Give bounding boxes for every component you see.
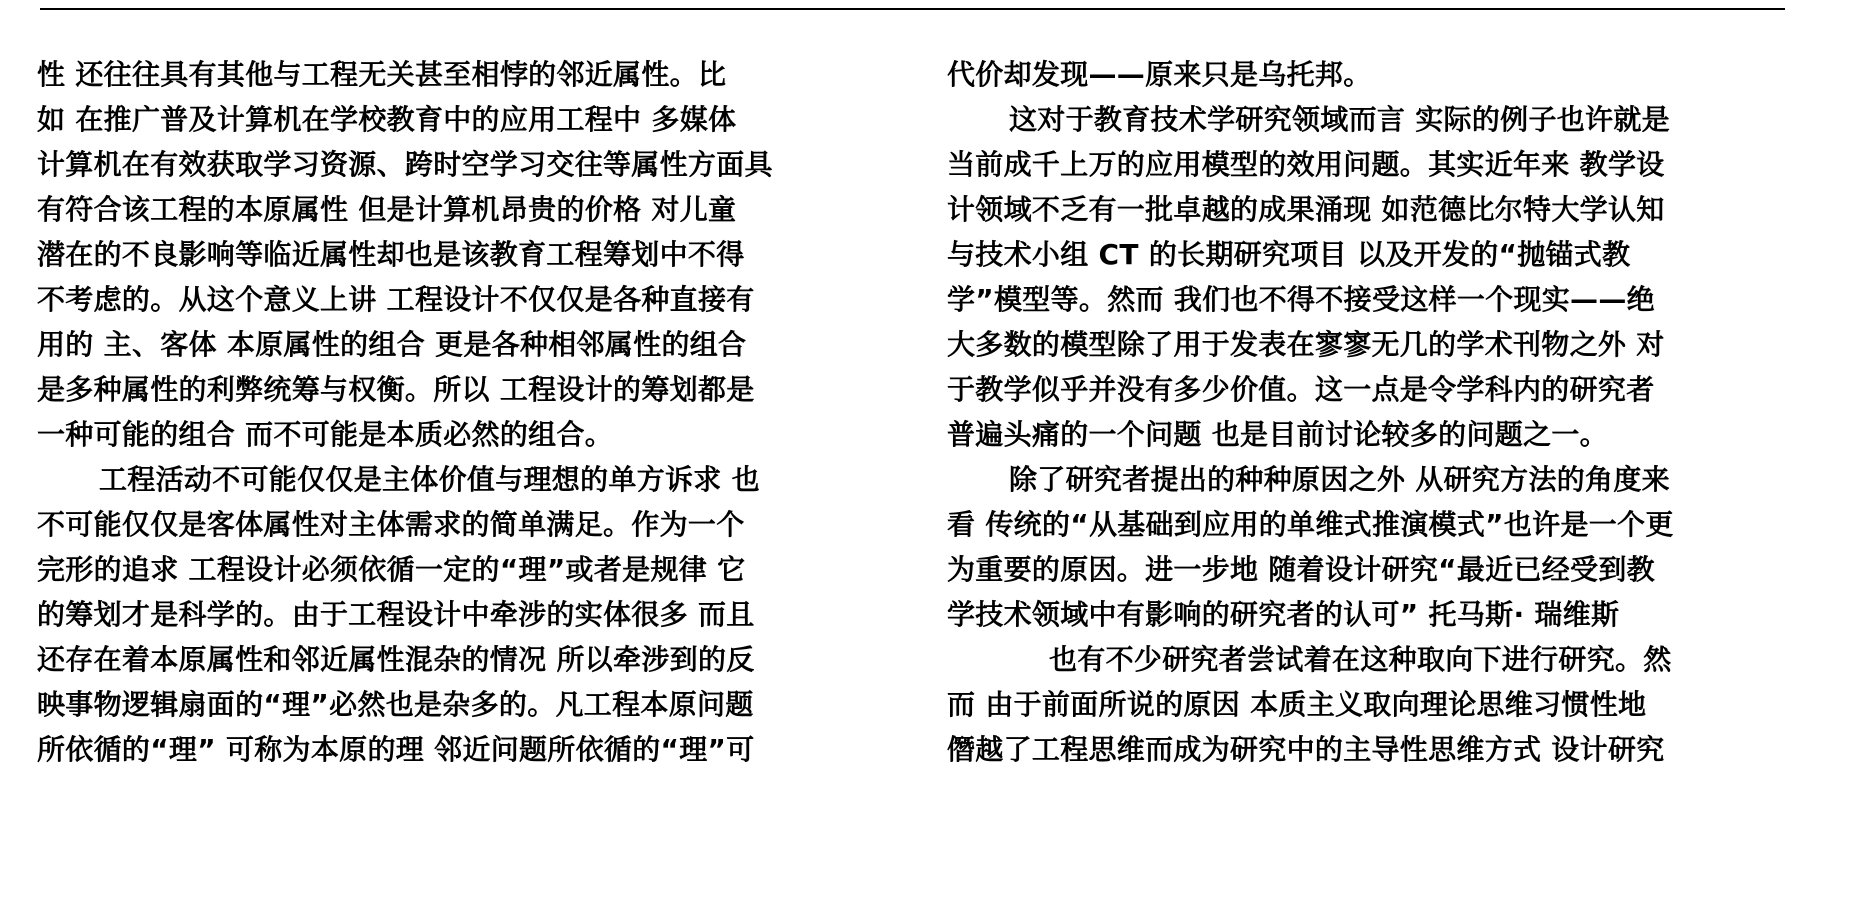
text-line: 僭越了工程思维而成为研究中的主导性思维方式 设计研究: [947, 733, 1665, 766]
text-line: 普遍头痛的一个问题 也是目前讨论较多的问题之一。: [947, 418, 1608, 451]
text-line: 代价却发现——原来只是乌托邦。: [947, 58, 1372, 91]
text-line: 当前成千上万的应用模型的效用问题。其实近年来 教学设: [947, 148, 1665, 181]
text-line: 性 还往往具有其他与工程无关甚至相悖的邻近属性。比: [37, 58, 727, 91]
paragraph-start-line: 这对于教育技术学研究领域而言 实际的例子也许就是: [1009, 103, 1670, 136]
text-line: 计领域不乏有一批卓越的成果涌现 如范德比尔特大学认知: [947, 193, 1665, 226]
text-line: 有符合该工程的本原属性 但是计算机昂贵的价格 对儿童: [37, 193, 737, 226]
text-line: 不考虑的。从这个意义上讲 工程设计不仅仅是各种直接有: [37, 283, 755, 316]
text-line: 而 由于前面所说的原因 本质主义取向理论思维习惯性地: [947, 688, 1647, 721]
paragraph-start-line: 工程活动不可能仅仅是主体价值与理想的单方诉求 也: [99, 463, 760, 496]
text-line: 是多种属性的利弊统筹与权衡。所以 工程设计的筹划都是: [37, 373, 755, 406]
text-line: 一种可能的组合 而不可能是本质必然的组合。: [37, 418, 614, 451]
text-line: 所依循的“理” 可称为本原的理 邻近问题所依循的“理”可: [37, 733, 755, 766]
text-line: 还存在着本原属性和邻近属性混杂的情况 所以牵涉到的反: [37, 643, 755, 676]
text-line: 为重要的原因。进一步地 随着设计研究“最近已经受到教: [947, 553, 1655, 586]
text-line: 不可能仅仅是客体属性对主体需求的简单满足。作为一个: [37, 508, 745, 541]
text-line: 如 在推广普及计算机在学校教育中的应用工程中 多媒体: [37, 103, 737, 136]
text-line: 学技术领域中有影响的研究者的认可” 托马斯· 瑞维斯: [947, 598, 1620, 631]
text-line: 潜在的不良影响等临近属性却也是该教育工程筹划中不得: [37, 238, 745, 271]
text-line: 完形的追求 工程设计必须依循一定的“理”或者是规律 它: [37, 553, 746, 586]
text-line: 计算机在有效获取学习资源、跨时空学习交往等属性方面具: [37, 148, 773, 181]
text-line: 与技术小组 CT 的长期研究项目 以及开发的“抛锚式教: [947, 238, 1631, 271]
text-line: 学”模型等。然而 我们也不得不接受这样一个现实——绝: [947, 283, 1655, 316]
header-rule: [40, 8, 1785, 10]
text-line: 的筹划才是科学的。由于工程设计中牵涉的实体很多 而且: [37, 598, 755, 631]
text-line: 看 传统的“从基础到应用的单维式推演模式”也许是一个更: [947, 508, 1674, 541]
paragraph-start-line: 除了研究者提出的种种原因之外 从研究方法的角度来: [1009, 463, 1670, 496]
text-line: 大多数的模型除了用于发表在寥寥无几的学术刊物之外 对: [947, 328, 1665, 361]
text-line: 也有不少研究者尝试着在这种取向下进行研究。然: [1049, 643, 1672, 676]
text-line: 映事物逻辑扇面的“理”必然也是杂多的。凡工程本原问题: [37, 688, 754, 721]
text-line: 用的 主、客体 本原属性的组合 更是各种相邻属性的组合: [37, 328, 747, 361]
text-line: 于教学似乎并没有多少价值。这一点是令学科内的研究者: [947, 373, 1655, 406]
